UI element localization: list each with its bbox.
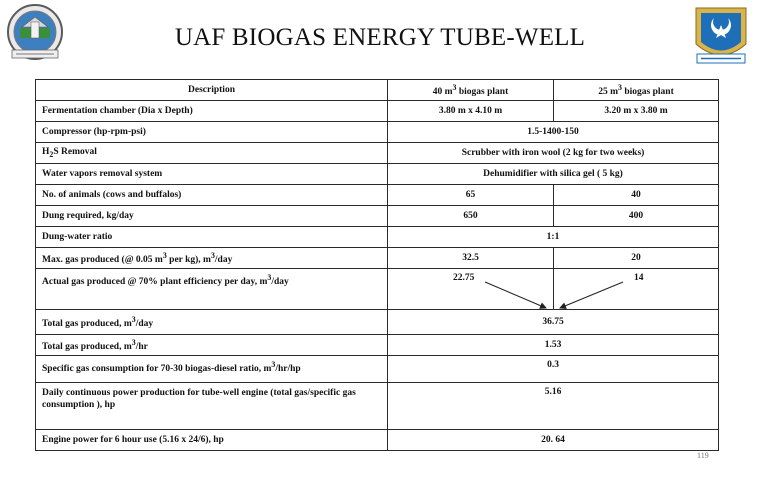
cell-25: 40 [554, 185, 719, 206]
table-row [36, 310, 719, 335]
header-25m3-plant: 25 $m^3$ biogas plant [554, 80, 719, 101]
biogas-table-container [35, 79, 718, 451]
biogas-spec-table [35, 79, 719, 451]
table-row [36, 206, 719, 227]
cell-40: 650 [388, 206, 554, 227]
cell-40: 65 [388, 185, 554, 206]
table-row [36, 143, 719, 164]
table-row [36, 101, 719, 122]
cell-merged: 1.5-1400-150 [388, 122, 719, 143]
row-label: Total gas produced, $m^3$/day [36, 310, 388, 335]
table-header-row [36, 80, 719, 101]
cell-merged: Scrubber with iron wool (2 kg for two weeks) [388, 143, 719, 164]
page-number: 119 [697, 451, 709, 460]
cell-merged: 1:1 [388, 227, 719, 248]
cell-merged: 1.53 [388, 335, 719, 356]
cell-40: 3.80 m x 4.10 m [388, 101, 554, 122]
table-row [36, 269, 719, 310]
table-row [36, 248, 719, 269]
row-label: Total gas produced, $m^3/hr$ [36, 335, 388, 356]
table-row [36, 335, 719, 356]
table-row [36, 356, 719, 383]
cell-merged: 36.75 [388, 310, 719, 335]
row-label: Max. gas produced (@ 0.05 $m^3$ per kg), $m^3$/day [36, 248, 388, 269]
row-label: Dung-water ratio [36, 227, 388, 248]
row-label: No. of animals (cows and buffalos) [36, 185, 388, 206]
table-row [36, 227, 719, 248]
row-label: $H_2S$ Removal [36, 143, 388, 164]
row-label: Compressor (hp-rpm-psi) [36, 122, 388, 143]
row-label: Dung required, kg/day [36, 206, 388, 227]
cell-25: 400 [554, 206, 719, 227]
cell-merged: 0.3 [388, 356, 719, 383]
row-label: Fermentation chamber (Dia x Depth) [36, 101, 388, 122]
header-40m3-plant: 40 $m^3$ biogas plant [388, 80, 554, 101]
row-label: Specific gas consumption for 70-30 biogas-diesel ratio, $m^3/hr/hp$ [36, 356, 388, 383]
cell-25: 20 [554, 248, 719, 269]
table-row [36, 185, 719, 206]
cell-25: 3.20 m x 3.80 m [554, 101, 719, 122]
row-label: Actual gas produced @ 70% plant efficiency per day, $m^3$/day [36, 269, 388, 310]
row-label: Daily continuous power production for tube-well engine (total gas/specific gas consumption ), hp [36, 383, 388, 430]
row-label: Water vapors removal system [36, 164, 388, 185]
table-row [36, 383, 719, 430]
cell-40: 32.5 [388, 248, 554, 269]
table-row [36, 164, 719, 185]
table-row [36, 430, 719, 451]
cell-merged: Dehumidifier with silica gel ( 5 kg) [388, 164, 719, 185]
cell-40: 22.75 [388, 269, 554, 310]
cell-merged: 5.16 [388, 383, 719, 430]
cell-25: 14 [554, 269, 719, 310]
slide-title: UAF BIOGAS ENERGY TUBE-WELL [174, 24, 586, 51]
header-description: Description [36, 80, 388, 101]
cell-merged: 20. 64 [388, 430, 719, 451]
table-row [36, 122, 719, 143]
row-label: Engine power for 6 hour use (5.16 x 24/6), hp [36, 430, 388, 451]
